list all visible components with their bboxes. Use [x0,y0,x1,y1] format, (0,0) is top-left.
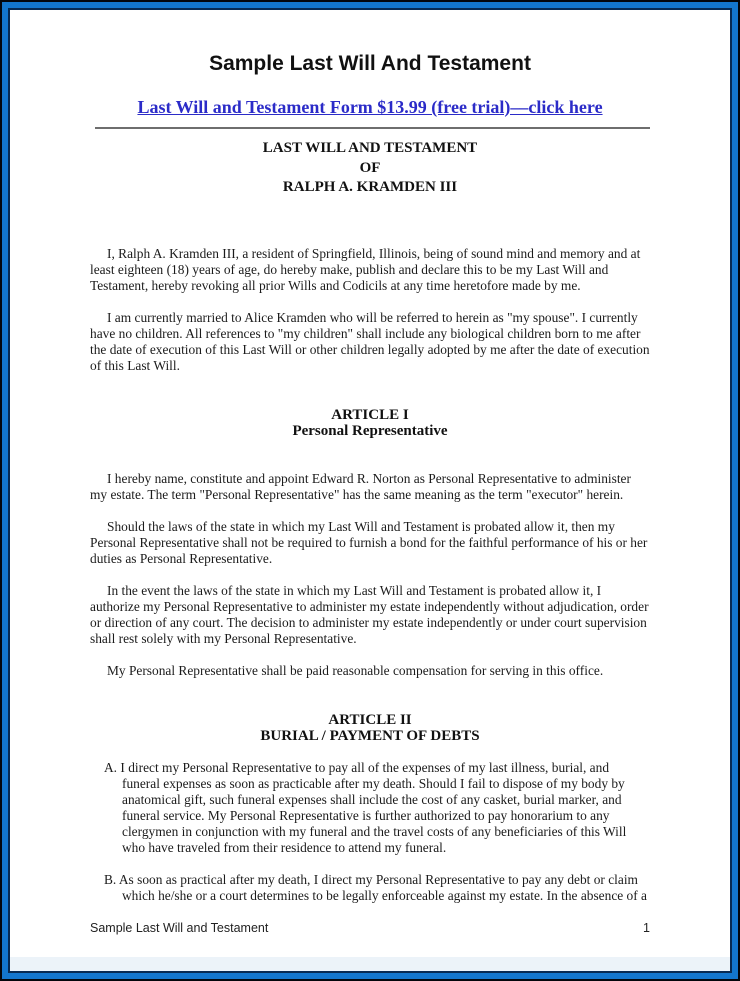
will-heading [90,139,650,198]
article1-heading [90,407,650,440]
list-item-a-text: I direct my Personal Representative to pay all of the expenses of my last illness, burial, and funeral expenses as soon as practicable after my death. Should I fail to dispose of my body by anatomical gift, such funeral expenses shall include the cost of any casket, burial marker, and funeral service. My Personal Representative is further authorized to pay honorarium to any clergymen in conjunction with my funeral and the travel costs of any beneficiaries of this Will who have traveled from their residence to attend my funeral. [120,759,627,855]
will-heading-line3: RALPH A. KRAMDEN III [282,179,458,195]
page-border-inner [8,8,732,973]
list-item-b-text: As soon as practical after my death, I direct my Personal Representative to pay any debt or claim which he/she or a court determines to be legally enforceable against my estate. In the absence of a [118,871,647,903]
list-item-a [104,760,650,856]
page-title: Sample Last Will And Testament [209,52,531,75]
will-heading-line1: LAST WILL AND TESTAMENT [262,140,478,156]
article2-subtitle: BURIAL / PAYMENT OF DEBTS [260,728,480,744]
page-border-blue [2,2,738,979]
list-item-b-label: B. [104,871,117,887]
page-content [10,52,730,936]
purchase-link-row [90,96,650,120]
header-divider [95,127,650,129]
article1-paragraph-2: Should the laws of the state in which my Last Will and Testament is probated allow it, then my Personal Representative shall not be required to furnish a bond for the faithful performance of his or her duties as Personal Representative. [90,518,648,566]
intro-paragraph-1: I, Ralph A. Kramden III, a resident of Springfield, Illinois, being of sound mind and memory and at least eighteen (18) years of age, do hereby make, publish and declare this to be my Last Will and Testament, hereby revoking all prior Wills and Codicils at any time heretofore made by me. [90,245,641,293]
list-item-b [104,872,650,904]
intro-paragraph-2: I am currently married to Alice Kramden who will be referred to herein as "my spouse". I currently have no children. All references to "my children" shall include any biological children born to me after the date of execution of this Last Will or other children legally adopted by me after the date of execution of this Last Will. [90,309,650,373]
purchase-link[interactable]: Last Will and Testament Form $13.99 (free trial)––click here [137,97,603,117]
list-item-a-label: A. [104,759,118,775]
article1-paragraph-3: In the event the laws of the state in which my Last Will and Testament is probated allow it, I authorize my Personal Representative to administer my estate independently without adjudication, order or direction of any court. The decision to administer my estate independently or under court supervision shall rest solely with my Personal Representative. [90,582,649,646]
footer-page-number: 1 [643,920,650,935]
bottom-tint-strip [10,957,730,971]
article1-title: ARTICLE I [331,406,409,423]
article2-heading [90,712,650,745]
article1-paragraph-1: I hereby name, constitute and appoint Edward R. Norton as Personal Representative to administer my estate. The term "Personal Representative" has the same meaning as the term "executor" herein. [90,470,631,502]
article1-subtitle: Personal Representative [292,423,448,439]
article1-paragraph-4: My Personal Representative shall be paid reasonable compensation for serving in this office. [107,662,604,678]
footer-document-name: Sample Last Will and Testament [90,920,269,935]
article2-list [90,760,650,904]
will-heading-line2: OF [359,159,381,176]
article2-title: ARTICLE II [328,711,412,728]
footer [90,920,650,936]
